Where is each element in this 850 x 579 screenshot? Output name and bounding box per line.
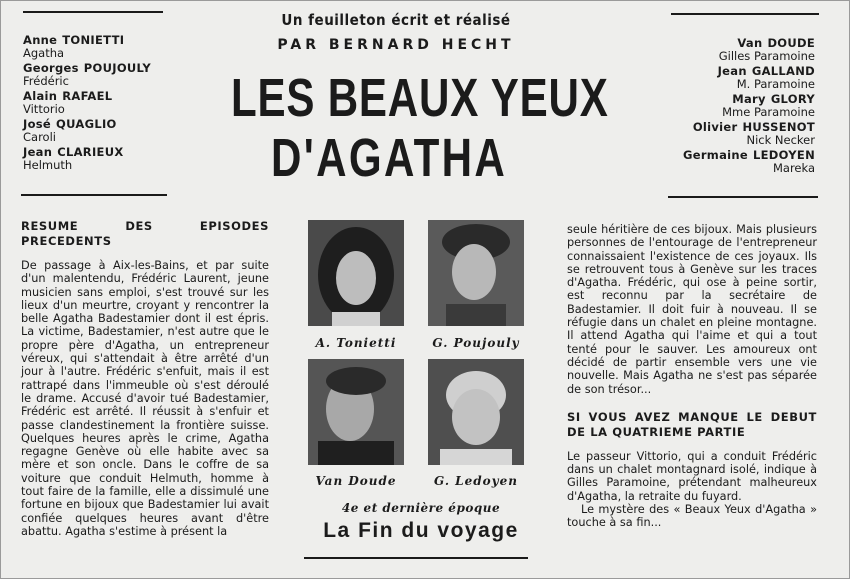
photo-caption: Van Doude [315, 474, 397, 488]
photo-poujouly [428, 220, 524, 326]
actor-last-name: QUAGLIO [56, 117, 117, 131]
actor-last-name: GALLAND [751, 64, 815, 78]
cast-entry [23, 62, 173, 88]
actor-first-name: Germaine [683, 148, 748, 162]
cast-entry [635, 93, 815, 119]
summary-column [21, 219, 269, 538]
actor-first-name: Jean [717, 64, 747, 78]
photo-ledoyen [428, 359, 524, 465]
role-name: Agatha [23, 46, 65, 60]
role-name: Vittorio [23, 102, 65, 116]
role-name: Caroli [23, 130, 56, 144]
actor-first-name: Mary [732, 92, 766, 106]
photo-caption: A. Tonietti [315, 336, 397, 350]
cast-list-right [635, 37, 815, 177]
cast-entry [635, 37, 815, 63]
missed-paragraph-1: Le passeur Vittorio, qui a conduit Frédéric dans un chalet montagnard isolé, indique à Gilles Paramoine, prétendant malheureux d'Agatha, la retraite du fuyard. [567, 449, 817, 503]
cast-entry [635, 121, 815, 147]
actor-last-name: LEDOYEN [752, 148, 815, 162]
actor-first-name: Georges [23, 61, 79, 75]
actor-last-name: RAFAEL [62, 89, 113, 103]
episode-title: La Fin du voyage [323, 519, 519, 542]
role-name: Helmuth [23, 158, 73, 172]
actor-last-name: CLARIEUX [57, 145, 124, 159]
cast-entry [23, 90, 173, 116]
cast-entry [635, 65, 815, 91]
actor-last-name: POUJOULY [83, 61, 151, 75]
role-name: Mme Paramoine [722, 105, 815, 119]
portrait-image [428, 220, 524, 326]
summary-heading: RESUME DES EPISODES PRECEDENTS [21, 219, 269, 248]
actor-first-name: Anne [23, 33, 58, 47]
role-name: M. Paramoine [736, 77, 815, 91]
role-name: Mareka [772, 161, 815, 175]
rule-right-under-cast [668, 196, 818, 198]
actor-last-name: DOUDE [767, 36, 815, 50]
cast-entry [23, 118, 173, 144]
portrait-image [308, 220, 404, 326]
missed-heading: SI VOUS AVEZ MANQUE LE DEBUT DE LA QUATRIEME PARTIE [567, 409, 817, 439]
actor-first-name: Jean [23, 145, 53, 159]
role-name: Frédéric [23, 74, 69, 88]
photo-caption: G. Ledoyen [434, 474, 518, 488]
byline-author: PAR BERNARD HECHT [277, 37, 515, 53]
actor-last-name: HUSSENOT [742, 120, 815, 134]
actor-last-name: GLORY [770, 92, 815, 106]
actor-first-name: Van [737, 36, 763, 50]
actor-last-name: TONIETTI [62, 33, 125, 47]
photo-caption: G. Poujouly [432, 336, 520, 350]
summary-text-continued: seule héritière de ces bijoux. Mais plusieurs personnes de l'entourage de l'entrepreneur connaissaient l'existence de ces joyaux. Ils se retrouvent tous à Genève sur les traces d'Agatha. Frédéric, qui ose à peine sortir, est reconnu par la secrétaire de Badestamier. Il doit fuir à nouveau. Il se réfugie dans un chalet en pleine montagne. Il attend Agatha qui l'aime et qui a tout tenté pour le sauver. Les amoureux ont décidé de partir ensemble vers une vie nouvelle. Mais Agatha ne s'est pas séparée de son trésor... [567, 223, 817, 396]
rule-left-under-cast [21, 194, 167, 196]
portrait-image [428, 359, 524, 465]
cast-entry [635, 149, 815, 175]
actor-first-name: Alain [23, 89, 58, 103]
byline-line1: Un feuilleton écrit et réalisé [281, 11, 511, 29]
rule-top-left [23, 11, 163, 13]
actor-first-name: Olivier [692, 120, 738, 134]
episode-epoch: 4e et dernière époque [341, 501, 501, 515]
photo-tonietti [308, 220, 404, 326]
summary-continued-column [567, 223, 817, 530]
page-title-line2: D'AGATHA [271, 128, 508, 188]
cast-list-left [23, 34, 173, 174]
actor-first-name: José [23, 117, 52, 131]
cast-entry [23, 34, 173, 60]
rule-top-right [671, 13, 819, 15]
summary-text: De passage à Aix-les-Bains, et par suite d'un malentendu, Frédéric Laurent, jeune musicien sans emploi, s'est trouvé sur les lieux d'un meurtre, croyant y rencontrer la belle Agatha Badestamier dont il est épris. La victime, Badestamier, n'est autre que le propre père d'Agatha, un entrepreneur véreux, qui s'attendait à être arrêté d'un jour à l'autre. Frédéric s'enfuit, mais il est rattrapé dans l'immeuble où s'est déroulé le drame. Accusé d'avoir tué Badestamier, Frédéric est arrêté. Il réussit à s'enfuir et passe clandestinement la frontière suisse. Quelques heures après le crime, Agatha regagne Genève où elle habite avec sa mère et son oncle. Dans le coffre de sa voiture que conduit Helmuth, homme à tout faire de la famille, elle a dissimulé une fortune en bijoux que Badestamier lui avait confiée quelques heures avant d'être abattu. Agatha s'estime à présent la [21, 259, 269, 538]
role-name: Gilles Paramoine [718, 49, 815, 63]
portrait-image [308, 359, 404, 465]
page-title-line1: LES BEAUX YEUX [231, 68, 609, 128]
rule-under-episode-title [304, 557, 528, 559]
cast-entry [23, 146, 173, 172]
missed-paragraph-2: Le mystère des « Beaux Yeux d'Agatha » touche à sa fin... [567, 503, 817, 530]
photo-doude [308, 359, 404, 465]
role-name: Nick Necker [746, 133, 815, 147]
